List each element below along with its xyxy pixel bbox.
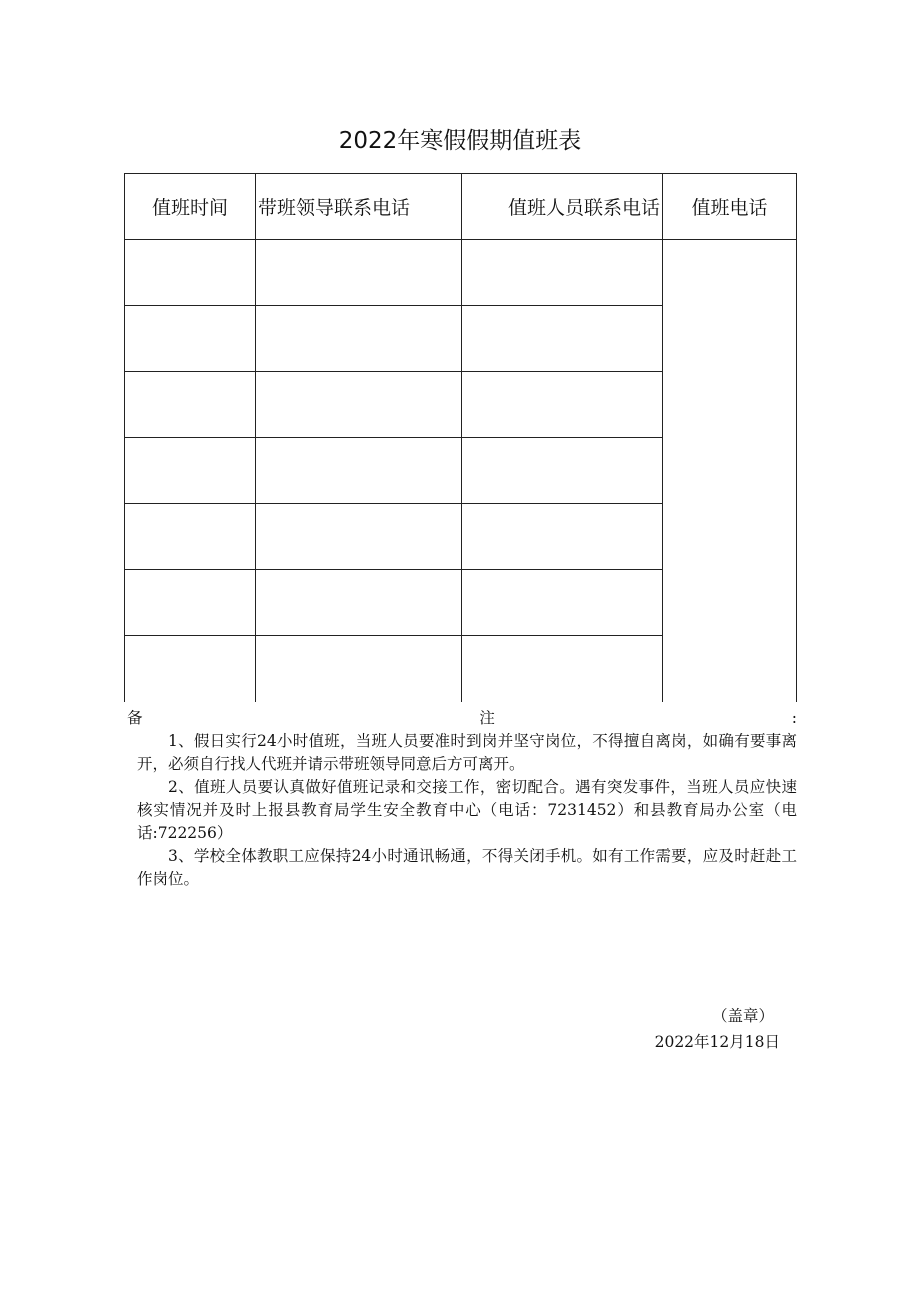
notes-section	[127, 707, 797, 891]
note-item-1: 1、假日实行24小时值班，当班人员要准时到岗并坚守岗位，不得擅自离岗，如确有要事离开，必须自行找人代班并请示带班领导同意后方可离开。	[137, 732, 797, 773]
notes-label-mid: 注	[479, 709, 495, 727]
header-duty-phone: 值班电话	[663, 174, 797, 240]
duty-table	[124, 173, 797, 702]
note-item-2: 2、值班人员要认真做好值班记录和交接工作，密切配合。遇有突发事件，当班人员应快速核实情况并及时上报县教育局学生安全教育中心（电话：7231452）和县教育局办公室（电话:722256）	[137, 778, 797, 842]
cell-duty-time[interactable]	[125, 438, 256, 504]
cell-duty-time[interactable]	[125, 570, 256, 636]
header-leader-phone: 带班领导联系电话	[256, 174, 462, 240]
cell-duty-time[interactable]	[125, 636, 256, 703]
notes-heading	[127, 707, 797, 730]
cell-staff-phone[interactable]	[462, 372, 663, 438]
cell-leader-phone[interactable]	[256, 570, 462, 636]
cell-leader-phone[interactable]	[256, 636, 462, 703]
cell-staff-phone[interactable]	[462, 504, 663, 570]
cell-duty-time[interactable]	[125, 240, 256, 306]
cell-leader-phone[interactable]	[256, 438, 462, 504]
cell-staff-phone[interactable]	[462, 570, 663, 636]
cell-duty-time[interactable]	[125, 372, 256, 438]
cell-staff-phone[interactable]	[462, 438, 663, 504]
cell-staff-phone[interactable]	[462, 636, 663, 703]
table-row	[125, 240, 797, 306]
header-staff-phone: 值班人员联系电话	[462, 174, 663, 240]
issue-date: 2022年12月18日	[654, 1033, 780, 1051]
seal-label: （盖章）	[711, 1007, 774, 1025]
page-title: 2022年寒假假期值班表	[338, 128, 582, 154]
notes-label-left: 备	[127, 709, 143, 727]
cell-duty-phone-merged[interactable]	[663, 240, 797, 703]
cell-leader-phone[interactable]	[256, 372, 462, 438]
notes-label-right: :	[791, 709, 797, 727]
cell-duty-time[interactable]	[125, 306, 256, 372]
cell-staff-phone[interactable]	[462, 240, 663, 306]
header-duty-time: 值班时间	[125, 174, 256, 240]
note-item-3: 3、学校全体教职工应保持24小时通讯畅通，不得关闭手机。如有工作需要，应及时赶赴工作岗位。	[137, 847, 797, 888]
cell-leader-phone[interactable]	[256, 306, 462, 372]
signature-block	[655, 1003, 780, 1055]
table-header-row	[125, 174, 797, 240]
cell-leader-phone[interactable]	[256, 240, 462, 306]
cell-duty-time[interactable]	[125, 504, 256, 570]
cell-leader-phone[interactable]	[256, 504, 462, 570]
cell-staff-phone[interactable]	[462, 306, 663, 372]
